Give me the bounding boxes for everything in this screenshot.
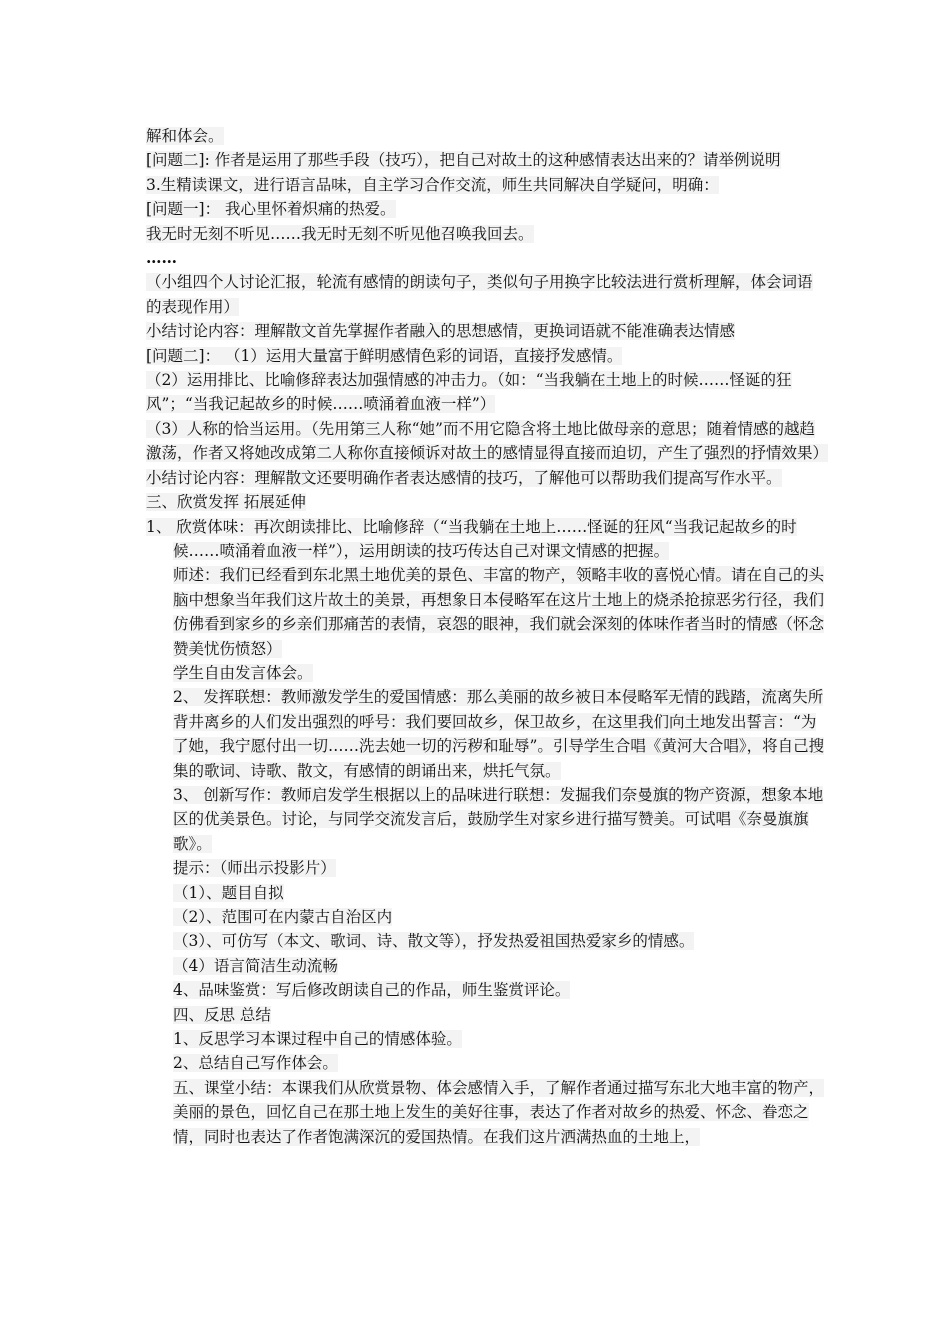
paragraph: 学生自由发言体会。 xyxy=(173,663,313,682)
paragraph: 提示：（师出示投影片） xyxy=(173,859,336,878)
section-heading: 三、欣赏发挥 拓展延伸 xyxy=(146,493,306,512)
list-item: （3）、可仿写（本文、歌词、诗、散文等），抒发热爱祖国热爱家乡的情感。 xyxy=(173,932,695,951)
list-item: 2、总结自己写作体会。 xyxy=(173,1054,338,1073)
list-item: （1）、题目自拟 xyxy=(173,883,284,902)
paragraph: （小组四个人讨论汇报，轮流有感情的朗读句子，类似句子用换字比较法进行赏析理解，体会词语的表现作用） xyxy=(146,273,813,316)
paragraph: [问题二]： （1）运用大量富于鲜明感情色彩的词语，直接抒发感情。 xyxy=(146,346,623,365)
paragraph: 五、课堂小结：本课我们从欣赏景物、体会感情入手，了解作者通过描写东北大地丰富的物产，美丽的景色，回忆自己在那土地上发生的美好往事，表达了作者对故乡的热爱、怀念、眷恋之情，同时也表达了作者饱满深沉的爱国热情。在我们这片洒满热血的土地上， xyxy=(173,1078,825,1146)
paragraph: 3.生精读课文，进行语言品味，自主学习合作交流，师生共同解决自学疑问，明确： xyxy=(146,175,719,194)
list-item: 4、品味鉴赏：写后修改朗读自己的作品，师生鉴赏评论。 xyxy=(173,981,571,1000)
paragraph: （2）运用排比、比喻修辞表达加强情感的冲击力。（如：“当我躺在土地上的时候……怪诞的狂风”；“当我记起故乡的时候……喷涌着血液一样”） xyxy=(146,371,792,414)
paragraph: 小结讨论内容：理解散文还要明确作者表达感情的技巧，了解他可以帮助我们提高写作水平。 xyxy=(146,468,782,487)
ellipsis-line: …… xyxy=(146,248,177,268)
list-item: 2、 发挥联想：教师激发学生的爱国情感：那么美丽的故乡被日本侵略军无情的践踏，流离失所背井离乡的人们发出强烈的呼号：我们要回故乡，保卫故乡，在这里我们向土地发出誓言：“为了她，我宁愿付出一切……洗去她一切的污秽和耻辱”。引导学生合唱《黄河大合唱》，将自己搜集的歌词、诗歌、散文，有感情的朗诵出来，烘托气氛。 xyxy=(173,688,825,780)
section-heading: 四、反思 总结 xyxy=(173,1005,271,1024)
paragraph: 我无时无刻不听见……我无时无刻不听见他召唤我回去。 xyxy=(146,224,534,243)
list-item: 1、反思学习本课过程中自己的情感体验。 xyxy=(173,1030,462,1049)
paragraph: [问题二]: 作者是运用了那些手段（技巧），把自己对故土的这种感情表达出来的？请举例说明 xyxy=(146,151,781,170)
document-body xyxy=(146,124,829,1149)
list-item: （2）、范围可在内蒙古自治区内 xyxy=(173,908,393,926)
paragraph: [问题一]： 我心里怀着炽痛的热爱。 xyxy=(146,200,396,219)
list-item: 3、 创新写作：教师启发学生根据以上的品味进行联想：发掘我们奈曼旗的物产资源，想象本地区的优美景色。讨论，与同学交流发言后，鼓励学生对家乡进行描写赞美。可试唱《奈曼旗旗歌》。 xyxy=(173,785,824,853)
paragraph: （3）人称的恰当运用。（先用第三人称“她”而不用它隐含将土地比做母亲的意思；随着情感的越趋激荡，作者又将她改成第二人称你直接倾诉对故土的感情显得直接而迫切，产生了强烈的抒情效果） xyxy=(146,419,829,463)
paragraph: 解和体会。 xyxy=(146,127,224,145)
paragraph: 小结讨论内容：理解散文首先掌握作者融入的思想感情，更换词语就不能准确表达情感 xyxy=(146,322,736,341)
paragraph: 师述：我们已经看到东北黑土地优美的景色、丰富的物产，领略丰收的喜悦心情。请在自己的头脑中想象当年我们这片故土的美景，再想象日本侵略军在这片土地上的烧杀抢掠恶劣行径，我们仿佛看到家乡的乡亲们那痛苦的表情，哀怨的眼神，我们就会深刻的体味作者当时的情感（怀念赞美忧伤愤怒） xyxy=(173,566,825,658)
list-item: （4）语言简洁生动流畅 xyxy=(173,956,338,975)
list-item: 1、 欣赏体味：再次朗读排比、比喻修辞（“当我躺在土地上……怪诞的狂风“当我记起故乡的时候……喷涌着血液一样”），运用朗读的技巧传达自己对课文情感的把握。 xyxy=(146,517,797,560)
